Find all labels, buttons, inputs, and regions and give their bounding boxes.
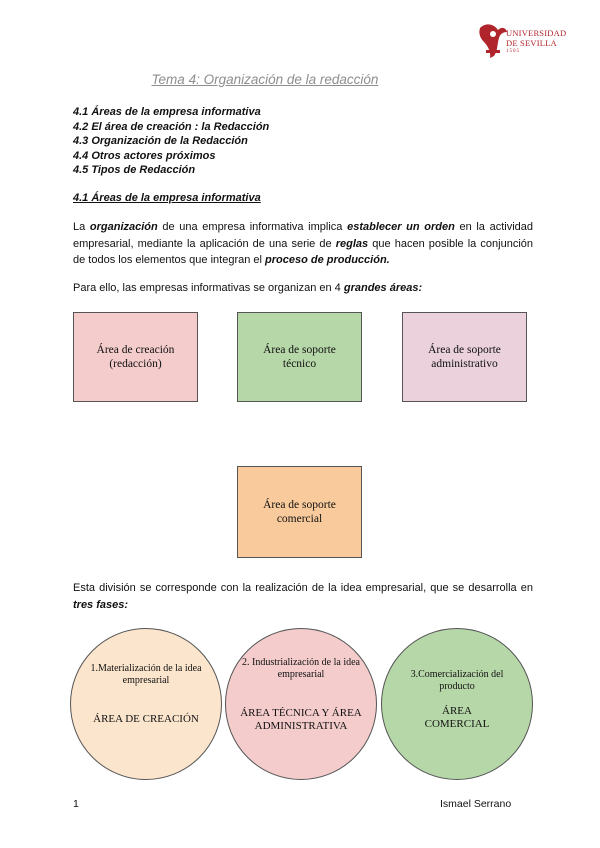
table-of-contents (73, 105, 269, 178)
intro-paragraph (73, 219, 533, 269)
text: de una empresa informativa implica (157, 221, 348, 233)
logo-line-1: UNIVERSIDAD (506, 28, 567, 38)
page-title: Tema 4: Organización de la redacción (151, 72, 379, 87)
logo-line-2: DE SEVILLA (506, 38, 557, 48)
toc-item: 4.5 Tipos de Redacción (73, 164, 196, 176)
area-label: Área de creación (96, 344, 175, 356)
phases-intro-paragraph (73, 580, 533, 613)
area-sublabel: (redacción) (109, 358, 162, 370)
text: Para ello, las empresas informativas se organizan en 4 (73, 282, 344, 294)
phase-label: 3.Comercialización del producto (410, 669, 504, 692)
emphasis: reglas (335, 237, 369, 250)
page-number: 1 (73, 798, 79, 810)
area-label: Área de soporte (428, 344, 501, 356)
area-box-administrative (402, 312, 527, 402)
emphasis: organización (89, 221, 158, 233)
area-box-commercial (237, 466, 362, 558)
text: que hacen posible la conjunción de todos los elementos que integran el (73, 237, 533, 266)
toc-item: 4.1 Áreas de la empresa informativa (73, 106, 261, 118)
section-heading: 4.1 Áreas de la empresa informativa (73, 192, 261, 204)
phase-area: ÁREA TÉCNICA Y ÁREA ADMINISTRATIVA (240, 707, 362, 732)
toc-item: 4.2 El área de creación : la Redacción (73, 120, 270, 133)
toc-item: 4.3 Organización de la Redacción (73, 135, 248, 147)
emphasis: tres fases: (73, 598, 129, 611)
area-sublabel: comercial (276, 513, 323, 525)
area-box-creation (73, 312, 198, 402)
phase-label: 2. Industrialización de la idea empresarial (241, 657, 360, 680)
phase-area: ÁREA COMERCIAL (424, 705, 490, 730)
phase-area: ÁREA DE CREACIÓN (93, 713, 199, 725)
toc-item: 4.4 Otros actores próximos (73, 149, 216, 162)
text: Esta división se corresponde con la realización de la idea empresarial, que se desarrolla en (73, 582, 533, 594)
logo-year: 1505 (506, 49, 520, 54)
phase-circle-creation (70, 628, 222, 780)
area-box-technical (237, 312, 362, 402)
phase-circle-industrialization (225, 628, 377, 780)
phase-label: 1.Materialización de la idea empresarial (90, 663, 202, 686)
emphasis: grandes áreas: (343, 282, 423, 294)
area-sublabel: técnico (282, 358, 317, 370)
text: La (73, 221, 90, 233)
areas-intro-paragraph (73, 280, 533, 297)
crest-icon (476, 20, 510, 60)
area-label: Área de soporte (263, 499, 336, 511)
area-sublabel: administrativo (431, 358, 498, 370)
logo-text (506, 28, 566, 55)
emphasis: establecer un orden (347, 221, 455, 233)
footer-author: Ismael Serrano (440, 798, 512, 810)
text: en la actividad empresarial, mediante la aplicación de una serie de (73, 221, 533, 250)
area-label: Área de soporte (263, 344, 336, 356)
phase-circle-commercialization (381, 628, 533, 780)
emphasis: proceso de producción. (265, 254, 390, 266)
university-logo (476, 20, 576, 64)
